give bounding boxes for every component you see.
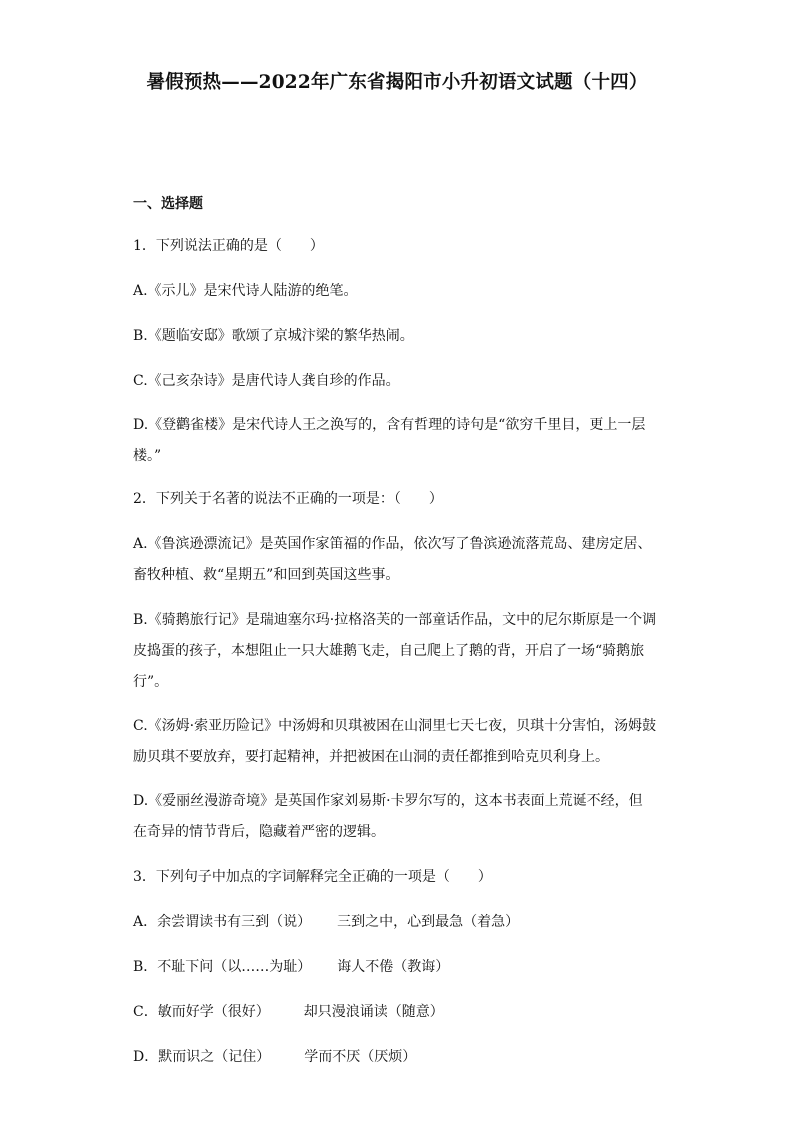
q2-option-d-line1: D.《爱丽丝漫游奇境》是英国作家刘易斯·卡罗尔写的，这本书表面上荒诞不经，但	[133, 793, 643, 809]
q3-option-d-right: 学而不厌（厌烦）	[304, 1049, 417, 1065]
section-heading: 一、选择题	[133, 196, 203, 212]
q3-option-b-left: B．不耻下问（以……为耻）	[133, 959, 312, 975]
q3-option-c-right: 却只漫浪诵读（随意）	[303, 1004, 444, 1020]
q2-option-d-line2: 在奇异的情节背后，隐藏着严密的逻辑。	[133, 824, 385, 840]
q3-option-a-right: 三到之中，心到最急（着急）	[337, 914, 520, 930]
question-1-stem: 1．下列说法正确的是（ ）	[133, 238, 324, 254]
q2-option-c-line2: 励贝琪不要放弃，要打起精神，并把被困在山洞的责任都推到哈克贝利身上。	[133, 749, 609, 765]
q3-option-d-left: D．默而识之（记住）	[133, 1049, 271, 1065]
q3-option-d	[133, 1046, 416, 1066]
q3-option-a	[133, 911, 519, 931]
page-title: 暑假预热——2022年广东省揭阳市小升初语文试题（十四）	[146, 72, 648, 93]
q1-option-b: B.《题临安邸》歌颂了京城汴梁的繁华热闹。	[133, 328, 414, 344]
q3-option-a-left: A．余尝谓读书有三到（说）	[133, 914, 312, 930]
q3-option-b	[133, 956, 449, 976]
question-2-stem: 2．下列关于名著的说法不正确的一项是：（ ）	[133, 491, 443, 507]
q2-option-b-line1: B.《骑鹅旅行记》是瑞迪塞尔玛·拉格洛芙的一部童话作品，文中的尼尔斯原是一个调	[133, 612, 657, 628]
q1-option-a: A.《示儿》是宋代诗人陆游的绝笔。	[133, 283, 358, 299]
q2-option-a-line1: A.《鲁滨逊漂流记》是英国作家笛福的作品，依次写了鲁滨逊流落荒岛、建房定居、	[133, 536, 652, 552]
q2-option-a-line2: 畜牧种植、救“星期五”和回到英国这些事。	[133, 567, 400, 583]
q1-option-c: C.《己亥杂诗》是唐代诗人龚自珍的作品。	[133, 373, 400, 389]
q2-option-c-line1: C.《汤姆·索亚历险记》中汤姆和贝琪被困在山洞里七天七夜，贝琪十分害怕，汤姆鼓	[133, 718, 657, 734]
q3-option-c	[133, 1001, 444, 1021]
q2-option-b-line3: 行”。	[133, 674, 169, 690]
q2-option-b-line2: 皮捣蛋的孩子，本想阻止一只大雄鹅飞走，自己爬上了鹅的背，开启了一场“骑鹅旅	[133, 643, 645, 659]
question-3-stem: 3．下列句子中加点的字词解释完全正确的一项是（ ）	[133, 869, 492, 885]
q1-option-d-line1: D.《登鹳雀楼》是宋代诗人王之涣写的，含有哲理的诗句是“欲穷千里目，更上一层	[133, 417, 646, 433]
q3-option-b-right: 诲人不倦（教诲）	[337, 959, 450, 975]
q3-option-c-left: C．敏而好学（很好）	[133, 1004, 270, 1020]
q1-option-d-line2: 楼。”	[133, 448, 162, 464]
